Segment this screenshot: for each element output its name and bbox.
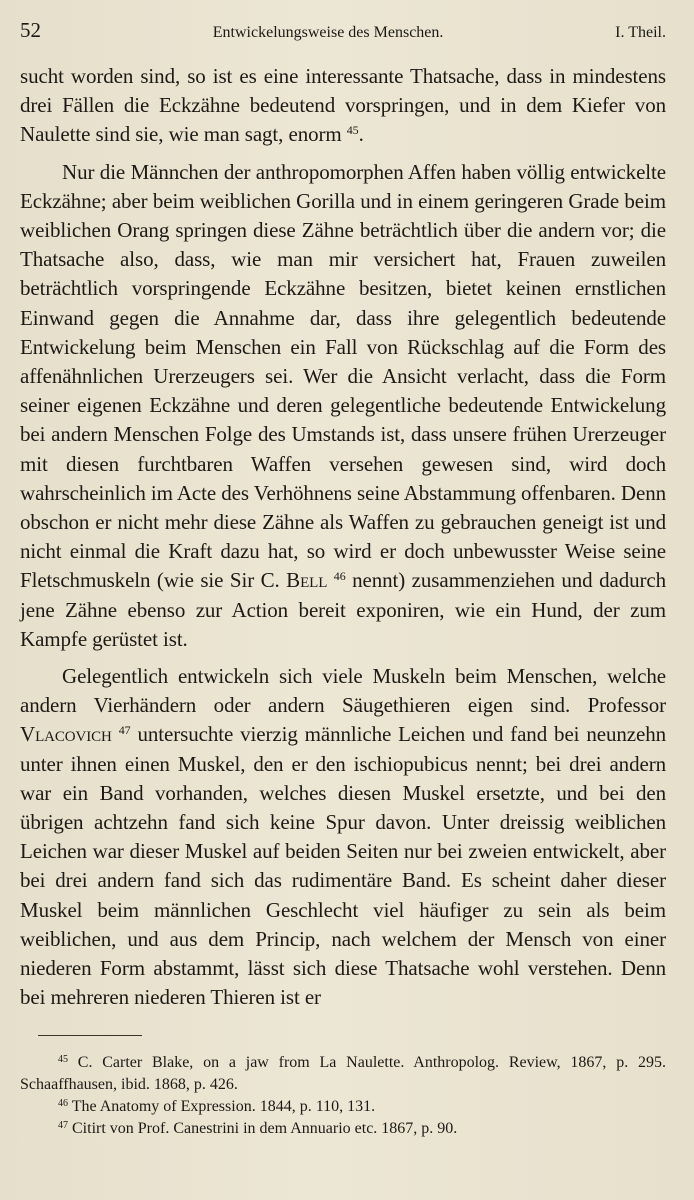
running-header (20, 18, 666, 48)
paragraph-text: nennt) zusammenziehen und dadurch jene Zähne ebenso zur Action bereit exponiren, wie ein Hund, der zum Kampfe gerüstet ist. (20, 568, 667, 651)
footnote-text: C. Carter Blake, on a jaw from La Naulette. Anthropolog. Review, 1867, p. 295. Schaaffhausen, ibid. 1868, p. 426. (20, 1053, 666, 1093)
part-label: I. Theil. (615, 24, 666, 41)
footnote-divider (38, 1035, 142, 1036)
footnote-47 (20, 1118, 666, 1140)
page-number: 52 (20, 18, 41, 42)
paragraph-text: . (358, 122, 364, 147)
footnote-marker: 46 (58, 1097, 68, 1109)
footnote-marker: 47 (58, 1119, 68, 1131)
paragraph-text: Gelegentlich entwickeln sich viele Muskeln beim Menschen, welche andern Vierhändern oder andern Säugethieren eigen sind. Professor (20, 664, 666, 718)
running-title: Entwickelungsweise des Menschen. (212, 24, 444, 41)
paragraph-text: sucht worden sind, so ist es eine interessante Thatsache, dass in mindestens drei Fällen die Eckzähne bedeutend vorspringen, und in dem Kiefer von Naulette sind sie, wie man sagt, enorm (20, 64, 666, 147)
footnote-reference: 46 (333, 569, 346, 584)
footnote-text: Citirt von Prof. Canestrini in dem Annuario etc. 1867, p. 90. (72, 1119, 458, 1137)
paragraph-text: untersuchte vierzig männliche Leichen und fand bei neunzehn unter ihnen einen Muskel, den er den ischiopubicus nennt; bei drei andern war ein Band vorhanden, welches diesen Muskel ersetzte, und bei den übrigen achtzehn fand sich keine Spur davon. Unter dreissig weiblichen Leichen war dieser Muskel auf beiden Seiten nur bei zweien entwickelt, aber bei drei andern fand sich das rudimentäre Band. Es scheint daher dieser Muskel beim männlichen Geschlecht viel häufiger zu sein als beim weiblichen, und aus dem Princip, nach welchem der Mensch von einer niederen Form abstammt, lässt sich diese Thatsache wohl verstehen. Denn bei mehreren niederen Thieren ist er (20, 722, 666, 1010)
paragraph-text: Nur die Männchen der anthropomorphen Affen haben völlig entwickelte Eckzähne; aber beim weiblichen Gorilla und in einem geringeren Grade beim weiblichen Orang springen diese Zähne beträchtlich über die andern vor; die Thatsache also, dass, wie man mir versichert hat, Frauen zuweilen beträchtlich vorspringende Eckzähne besitzen, bietet keinen ernstlichen Einwand gegen die Annahme dar, dass ihre gelegentlich bedeutende Entwickelung beim Menschen ein Fall von Rückschlag auf die Form des affenähnlichen Urerzeugers sei. Wer die Ansicht verlacht, dass die Form seiner eigenen Eckzähne und deren gelegentliche bedeutende Entwickelung bei andern Menschen Folge des Umstands ist, dass unsere frühen Urerzeuger mit diesen furchtbaren Waffen versehen gewesen sind, wird doch wahrscheinlich im Acte des Verhöhnens seine Abstammung offenbaren. Denn obschon er nicht mehr diese Zähne als Waffen zu gebrauchen geneigt ist und nicht einmal die Kraft dazu hat, so wird er doch unbewusster Weise seine Fletschmuskeln (wie sie Sir C. (20, 159, 666, 593)
author-name: Vlacovich (20, 722, 112, 747)
paragraph-continuation (20, 62, 666, 150)
footnote-45 (20, 1052, 666, 1096)
paragraph-canines (20, 158, 666, 654)
main-text (20, 62, 666, 1013)
footnote-text: The Anatomy of Expression. 1844, p. 110, 131. (71, 1097, 376, 1115)
footnotes (20, 1052, 666, 1140)
footnote-reference: 47 (118, 723, 131, 738)
paragraph-muscles (20, 662, 666, 1012)
footnote-46 (20, 1096, 666, 1118)
author-name: Bell (286, 568, 328, 593)
footnote-marker: 45 (58, 1053, 68, 1065)
footnote-reference: 45 (346, 123, 359, 138)
